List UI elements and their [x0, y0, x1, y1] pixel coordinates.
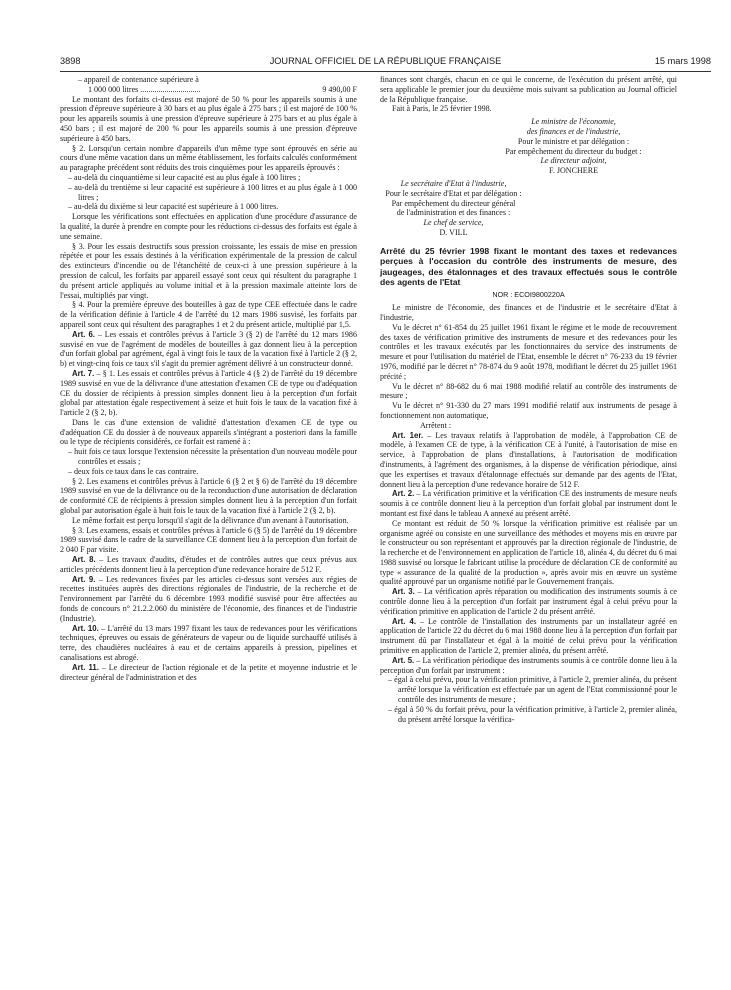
signature-2-empechement-a: Par empêchement du directeur général — [391, 198, 516, 208]
article-11 — [60, 663, 357, 683]
paragraph-vu-1: Vu le décret n° 61-854 du 25 juillet 1961 fixant le régime et le mode de recouvrement des taxes de vérification primitive des instruments de mesure et des redevances pour les contrôles et les travaux exécutés par les fonctionnaires du service des instruments de mesure et pour l'utilisation du matériel de l'Etat, ensemble le décret n° 76-233 du 19 février 1976, modifié par le décret n° 78-874 du 9 août 1978, modifiant le décret du 25 juillet 1961 précité ; — [380, 322, 677, 381]
article-3-label: Art. 3. — [392, 587, 415, 597]
article-2-label: Art. 2. — [392, 489, 415, 499]
article-5-text: – La vérification périodique des instruments soumis à ce contrôle donne lieu à la perception d'un forfait par instrument : — [380, 655, 677, 675]
article-1-text: – Les travaux relatifs à l'approbation de modèle, à l'approbation CE de modèle, à l'examen CE de type, à la vérification CE à l'unité, à l'autorisation de mise en service, à l'approbation de plans d'installations, à l'autorisation de modification d'instruments, à l'agrément des organismes, à la dispense de vérification périodique, ainsi que les expertises et travaux d'étalonnage effectués sur demande par des agents de l'Etat, donnent lieu à la perception d'une redevance horaire de 512 F. — [380, 430, 677, 489]
signature-2-empechement-b: de l'administration et des finances : — [396, 208, 511, 218]
signature-block-1 — [380, 117, 677, 176]
paragraph-s3b: § 3. Les examens, essais et contrôles prévus à l'article 6 (§ 5) de l'arrêté du 19 décembre 1989 susvisé dans le cadre de la surveillance CE donnent lieu à la perception d'un forfait de 2 040 F par visite. — [60, 525, 357, 555]
nor-reference: NOR : ECOI9800220A — [492, 290, 565, 300]
article-8 — [60, 555, 357, 575]
dash-item-5: – deux fois ce taux dans le cas contraire. — [68, 466, 199, 476]
paragraph-continuation: finances sont chargés, chacun en ce qui le concerne, de l'exécution du présent arrêté, qui sera applicable le premier jour du deuxième mois suivant sa publication au Journal officiel de la République française. — [380, 75, 677, 104]
paragraph-majore: Le montant des forfaits ci-dessus est majoré de 50 % pour les appareils soumis à une pression d'épreuve supérieure à 30 bars et au plus égale à 275 bars ; il est majoré de 100 % pour les appareils soumis à une pression d'épreuve supérieure à 275 bars et au plus égale à 450 bars ; il est majoré de 200 % pour les appareils soumis à une pression d'épreuve supérieure à 450 bars. — [60, 94, 357, 143]
article-9-label: Art. 9. — [72, 574, 96, 584]
page-number: 3898 — [60, 56, 81, 66]
article-7 — [60, 369, 357, 418]
dash-item-1: – au-delà du cinquantième si leur capacité est au plus égale à 100 litres ; — [68, 172, 301, 182]
article-1 — [380, 431, 677, 490]
article-4-text: – Le contrôle de l'installation des instruments par un installateur agréé en application de l'article 22 du décret du 6 mai 1988 donne lieu à la perception d'un forfait par instrument dû par l'installateur et égal à la moitié de celui prévu pour la vérification primitive en application de l'article 2, premier alinéa, du présent arrêté. — [380, 616, 677, 656]
article-3 — [380, 587, 677, 616]
article-11-text: – Le directeur de l'action régionale et de la petite et moyenne industrie et le directeur général de l'administration et des — [60, 662, 357, 682]
article-2 — [380, 489, 677, 518]
article-9 — [60, 575, 357, 624]
article-8-label: Art. 8. — [72, 555, 96, 565]
article-5 — [380, 656, 677, 676]
article-2-text: – La vérification primitive et la vérification CE des instruments de mesure neufs soumis à ce contrôle donnent lieu à la perception d'un forfait global par instrument dont le montant est fixé dans le tableau A annexé au présent arrêté. — [380, 489, 677, 518]
journal-title: JOURNAL OFFICIEL DE LA RÉPUBLIQUE FRANÇAISE — [269, 56, 502, 66]
header-rule — [60, 71, 711, 72]
signature-2-title: Le secrétaire d'Etat à l'industrie, — [400, 178, 507, 188]
paragraph-vu-3: Vu le décret n° 91-330 du 27 mars 1991 modifié relatif aux instruments de pesage à fonctionnement non automatique, — [380, 401, 677, 420]
signature-1-role: Le directeur adjoint, — [540, 156, 607, 166]
paragraph-ministre: Le ministre de l'économie, des finances et de l'industrie et le secrétaire d'Etat à l'industrie, — [380, 303, 677, 322]
signature-1-empechement: Par empêchement du directeur du budget : — [505, 146, 642, 156]
arrete-title: Arrêté du 25 février 1998 fixant le montant des taxes et redevances perçues à l'occasion du contrôle des instruments de mesure, des jaugeages, des étalonnages et des travaux effectués sous le contrôle des agents de l'Etat — [380, 245, 677, 287]
signature-1-title-b: des finances et de l'industrie, — [526, 126, 621, 136]
paragraph-s3: § 3. Pour les essais destructifs sous pression croissante, les essais de mise en pression répétée et pour les essais destinés à la vérification expérimentale de la pression de calcul des extincteurs d'incendie ou de l'étanchéité de ceux-ci à une pression supérieure à la pression de calcul, les forfaits par appareil essayé sont ceux qui résultent du paragraphe 1 du présent article appliqués au volume initial et à la pression maximale atteinte lors de l'essai, multipliés par vingt. — [60, 241, 357, 300]
signature-1-delegation: Pour le ministre et par délégation : — [517, 136, 630, 146]
dash-item-b: – égal à 50 % du forfait prévu, pour la vérification primitive, à l'article 2, premier alinéa, du présent arrêté lorsque la vérifica- — [388, 704, 677, 724]
article-8-text: – Les travaux d'audits, d'études et de contrôles autres que ceux prévus aux articles précédents donnent lieu à la perception d'une redevance horaire de 512 F. — [60, 555, 357, 574]
paragraph-vu-2: Vu le décret n° 88-682 du 6 mai 1988 modifié relatif au contrôle des instruments de mesure ; — [380, 381, 677, 401]
article-1-label: Art. 1er. — [392, 430, 424, 440]
signature-1-name: F. JONCHERE — [549, 166, 598, 176]
right-column — [380, 75, 677, 724]
article-3-text: – La vérification après réparation ou modification des instruments soumis à ce contrôle donne lieu à la perception d'un forfait par instrument égal à celui prévu pour la vérification primitive en application de l'article 2 du présent arrêté. — [380, 587, 677, 616]
dash-item-4: – huit fois ce taux lorsque l'extension nécessite la présentation d'un nouveau modèle pour contrôles et essais ; — [68, 447, 357, 467]
item-appareil-line1: – appareil de contenance supérieure à — [78, 75, 199, 84]
article-9-text: – Les redevances fixées par les articles ci-dessus sont versées aux régies de recettes instituées auprès des directions régionales de l'industrie, de la recherche et de l'environnement par l'arrêté du 6 décembre 1993 modifié susvisé pour être affectées au fonds de concours n° 21.2.2.060 du ministère de l'économie, des finances et de l'industrie (Industrie). — [60, 574, 357, 623]
paragraph-s2: § 2. Lorsqu'un certain nombre d'appareils d'un même type sont éprouvés en série au cours d'une même vacation dans un même établissement, les forfaits calculés conformément au paragraphe précédent sont réduits des trois cinquièmes pour les appareils éprouvés : — [60, 143, 357, 173]
signature-2-name: D. VILL — [439, 227, 468, 237]
left-column — [60, 75, 357, 682]
paragraph-s2b: § 2. Les examens et contrôles prévus à l'article 6 (§ 2 et § 6) de l'arrêté du 19 décembre 1989 susvisé en vue de la délivrance ou de la reconduction d'une autorisation de déclaration de conformité CE de récipients à pression simples donnent lieu à la perception d'un forfait global par autorisation égale à huit fois le taux de la vacation fixé à l'article 2 (§ 2, b). — [60, 476, 357, 516]
article-6-text: – Les essais et contrôles prévus à l'article 3 (§ 2) de l'arrêté du 12 mars 1986 susvisé en vue de l'agrément de modèles de bouteilles à gaz donnent lieu à la perception d'un forfait global par agrément, égal à vingt fois le taux de la vacation fixé à l'article 2 (§ 2, b) et vingt-cinq fois ce taux s'il s'agit du premier agrément délivré à un constructeur donné. — [60, 329, 357, 369]
article-7-label: Art. 7. — [72, 368, 95, 378]
signature-2-delegation: Pour le secrétaire d'Etat et par délégation : — [385, 188, 522, 198]
fait-a-paris: Fait à Paris, le 25 février 1998. — [392, 104, 492, 114]
paragraph-lorsque: Lorsque les vérifications sont effectuées en application d'une procédure d'assurance de la qualité, la durée à prendre en compte pour les réductions ci-dessus des forfaits est égale à une semaine. — [60, 212, 357, 241]
signature-1-title-a: Le ministre de l'économie, — [531, 117, 616, 127]
dash-item-3: – au-delà du dixième si leur capacité est supérieure à 1 000 litres. — [68, 202, 279, 212]
article-6-label: Art. 6. — [72, 329, 95, 339]
article-10-label: Art. 10. — [72, 623, 99, 633]
article-10 — [60, 624, 357, 663]
article-10-text: – L'arrêté du 13 mars 1997 fixant les taux de redevances pour les vérifications techniques, épreuves ou essais de générateurs de vapeur ou de liquide surchauffé utilisés à terre, des chaudières nucléaires à eau et de certains appareils à pression, pipelines et canalisations est abrogé. — [60, 623, 358, 663]
article-4-label: Art. 4. — [392, 616, 417, 626]
item-appareil-dots: .............................. — [140, 84, 201, 94]
arretent: Arrêtent : — [420, 420, 452, 430]
article-11-label: Art. 11. — [72, 662, 99, 672]
signature-2-role: Le chef de service, — [423, 218, 484, 228]
item-appareil-line2 — [60, 85, 357, 95]
item-appareil-price: 9 490,00 F — [322, 84, 357, 94]
dash-item-a: – égal à celui prévu, pour la vérification primitive, à l'article 2, premier alinéa, du présent arrêté lorsque la vérification est effectuée par un agent de l'Etat commissionné pour le contrôle des instruments de mesure ; — [388, 675, 677, 705]
issue-date: 15 mars 1998 — [654, 56, 711, 66]
paragraph-extension: Dans le cas d'une extension de validité d'attestation d'examen CE de type ou d'adéquation CE du dossier à de nouveaux appareils s'intégrant a posteriori dans la famille ou le type de récipients considérés, ce forfait est ramené à : — [60, 417, 357, 447]
paragraph-meme: Le même forfait est perçu lorsqu'il s'agit de la délivrance d'un avenant à l'autorisation. — [72, 515, 349, 525]
article-5-label: Art. 5. — [392, 655, 415, 665]
article-7-text: – § 1. Les essais et contrôles prévus à l'article 4 (§ 2) de l'arrêté du 19 décembre 1989 susvisé en vue de la délivrance d'une attestation d'examen CE de type ou d'adéquation CE du dossier de récipients à pression simples donnent lieu à la perception d'un forfait global par attestation égale respectivement à seize et huit fois le taux de la vacation fixé à l'article 2 (§ 2, b). — [60, 368, 357, 418]
article-4 — [380, 617, 677, 656]
dash-item-2: – au-delà du trentième si leur capacité est supérieure à 100 litres et au plus égale à 1 000 litres ; — [68, 182, 357, 202]
paragraph-montant: Ce montant est réduit de 50 % lorsque la vérification primitive est réalisée par un organisme agréé ou consiste en une surveillance des méthodes et moyens mis en œuvre par le constructeur ou son représentant et approuvés par la direction régionale de l'industrie, de la recherche et de l'environnement en application de l'article 18, alinéa 4, du décret du 6 mai 1988 susvisé ou lorsque le fabricant utilise la procédure de déclaration CE de conformité au type « assurance de la qualité de la production », après avoir mis en œuvre un système qualité approuvé par un organisme notifié par le Gouvernement français. — [380, 518, 677, 587]
paragraph-s4: § 4. Pour la première épreuve des bouteilles à gaz de type CEE effectuée dans le cadre de la vérification définie à l'article 4 de l'arrêté du 12 mars 1986 susvisé, les forfaits par appareil sont ceux qui résultent des paragraphes 1 et 2 du présent article, multiplié par 1,5. — [60, 300, 357, 329]
signature-block-2 — [380, 179, 677, 238]
page-header — [60, 56, 711, 68]
article-6 — [60, 330, 357, 369]
item-appareil-label: 1 000 000 litres — [88, 84, 139, 94]
